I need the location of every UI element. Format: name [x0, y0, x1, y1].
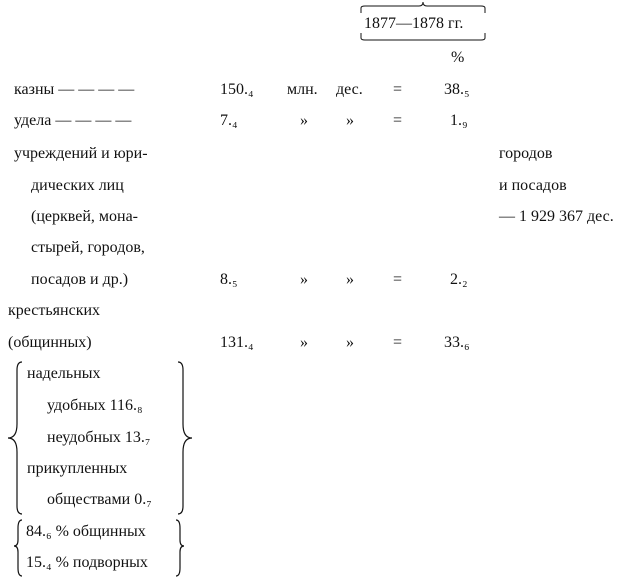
row-institutions-pct: 2.₂	[450, 271, 468, 288]
row-institutions-line-5: посадов и др.)	[31, 271, 129, 288]
row-institutions-line-1: учреждений и юри-	[14, 145, 148, 162]
breakdown-brace-left	[8, 362, 22, 514]
side-note-line-3: — 1 929 367 дес.	[499, 208, 614, 225]
breakdown-brace-right	[178, 362, 192, 514]
breakdown-line-5: обществами 0.₇	[47, 491, 152, 508]
row-peasant-ditto-2: »	[346, 334, 354, 351]
shares-brace-left	[14, 520, 22, 576]
row-udela-label: удела — — — —	[14, 112, 132, 129]
row-udela-pct: 1.₉	[450, 112, 468, 129]
row-peasant-value: 131.₄	[220, 334, 254, 351]
row-peasant-line-2: (общинных)	[8, 334, 92, 351]
breakdown-line-3: неудобных 13.₇	[47, 429, 151, 446]
shares-brace-right	[176, 520, 184, 576]
row-kazny-pct: 38.₅	[444, 81, 470, 98]
row-institutions-ditto-1: »	[300, 271, 308, 288]
side-note-line-2: и посадов	[499, 177, 567, 194]
row-udela-ditto-1: »	[300, 112, 308, 129]
row-peasant-ditto-1: »	[300, 334, 308, 351]
row-institutions-line-3: (церквей, мона-	[31, 208, 139, 225]
row-institutions-ditto-2: »	[346, 271, 354, 288]
breakdown-line-4: прикупленных	[27, 460, 128, 477]
shares-line-1: 84.₆ % общинных	[26, 523, 146, 540]
row-kazny-unit-mln: млн.	[287, 81, 318, 98]
row-kazny-unit-des: дес.	[336, 81, 363, 98]
row-institutions-line-4: стырей, городов,	[31, 239, 145, 256]
row-peasant-pct: 33.₆	[444, 334, 470, 351]
row-udela-ditto-2: »	[346, 112, 354, 129]
row-udela-value: 7.₄	[220, 112, 238, 129]
row-peasant-line-1: крестьянских	[8, 302, 101, 319]
row-kazny-eq: =	[393, 81, 403, 98]
row-institutions-line-2: дических лиц	[31, 177, 124, 194]
header-brace	[361, 2, 485, 13]
row-peasant-eq: =	[393, 334, 403, 351]
row-institutions-value: 8.₅	[220, 271, 238, 288]
side-note-line-1: городов	[499, 145, 553, 162]
row-institutions-eq: =	[393, 271, 403, 288]
breakdown-line-1: надельных	[27, 365, 101, 382]
period-header: 1877—1878 гг.	[364, 15, 464, 32]
row-udela-eq: =	[393, 112, 403, 129]
breakdown-line-2: удобных 116.₈	[47, 397, 143, 414]
row-kazny-label: казны — — — —	[14, 81, 135, 98]
header-brace-bottom	[361, 33, 485, 40]
shares-line-2: 15.₄ % подворных	[26, 554, 148, 571]
row-kazny-value: 150.₄	[220, 81, 254, 98]
percent-header: %	[451, 49, 465, 66]
